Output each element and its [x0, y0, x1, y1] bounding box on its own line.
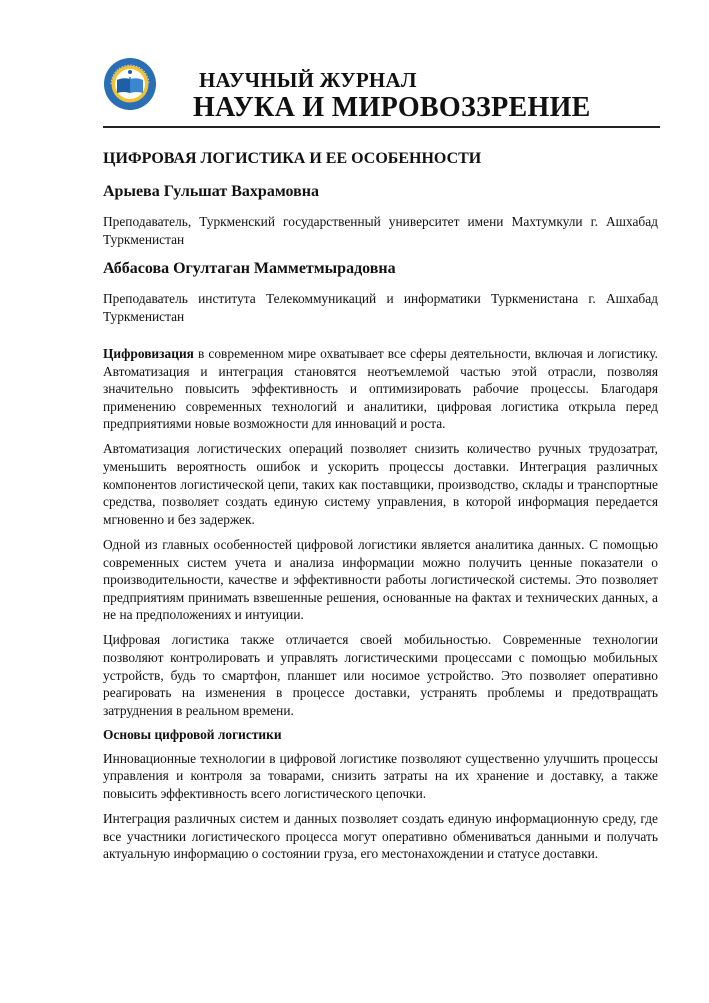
journal-logo-icon [103, 57, 157, 111]
article-body [103, 150, 658, 870]
journal-name: НАУКА И МИРОВОЗЗРЕНИЕ [193, 92, 591, 123]
body-paragraph: Интеграция различных систем и данных позволяет создать единую информационную среду, где все участники логистического процесса могут оперативно обмениваться данными и получать актуальную информацию о состоянии груза, его местонахождении и статусе доставки. [103, 811, 658, 862]
author-affiliation: Преподаватель, Туркменский государственный университет имени Махтумкули г. Ашхабад Туркменистан [103, 214, 658, 247]
author-affiliation: Преподаватель института Телекоммуникаций и информатики Туркменистана г. Ашхабад Туркменистан [103, 291, 658, 324]
article-title: ЦИФРОВАЯ ЛОГИСТИКА И ЕЕ ОСОБЕННОСТИ [103, 150, 482, 167]
body-paragraph: Инновационные технологии в цифровой логистике позволяют существенно улучшить процессы управления и контроля за товарами, снизить затраты на их хранение и доставку, а также повысить эффективность всего логистического цепочки. [103, 750, 658, 802]
body-paragraph: Цифровая логистика также отличается своей мобильностью. Современные технологии позволяют контролировать и управлять логистическими процессами с помощью мобильных устройств, будь то смартфон, планшет или носимое устройство. Это позволяет оперативно реагировать на изменения в процессе доставки, устранять проблемы и предотвращать затруднения в реальном времени. [103, 632, 658, 718]
author-name: Аббасова Огултаган Мамметмырадовна [103, 260, 396, 277]
intro-bold-term: Цифровизация [103, 346, 194, 361]
journal-header [103, 52, 660, 128]
intro-text: в современном мире охватывает все сферы деятельности, включая и логистику. Автоматизация и интеграция становятся неотъемлемой частью этой отрасли, позволяя значительно повысить эффективность и оптимизировать рабочие процессы. Благодаря применению современных технологий и аналитики, цифровая логистика открыла перед предприятиями новые возможности для инноваций и роста. [103, 346, 658, 432]
journal-label: НАУЧНЫЙ ЖУРНАЛ [199, 68, 417, 92]
author-name: Арыева Гульшат Вахрамовна [103, 183, 319, 200]
body-paragraph-intro [103, 345, 658, 433]
body-paragraph: Автоматизация логистических операций позволяет снизить количество ручных трудозатрат, уменьшить вероятность ошибок и ускорить процессы доставки. Интеграция различных компонентов логистической цепи, таких как поставщики, производство, склады и транспортные средства, позволяет создать единую систему управления, в которой информация передается мгновенно и без задержек. [103, 441, 658, 527]
body-paragraph: Одной из главных особенностей цифровой логистики является аналитика данных. С помощью современных систем учета и анализа информации можно получить ценные показатели о производительности, качестве и эффективности работы логистической системы. Это позволяет предприятиям принимать взвешенные решения, основанные на фактах и технических данных, а не на предположениях и интуиции. [103, 536, 658, 623]
section-heading: Основы цифровой логистики [103, 726, 282, 742]
